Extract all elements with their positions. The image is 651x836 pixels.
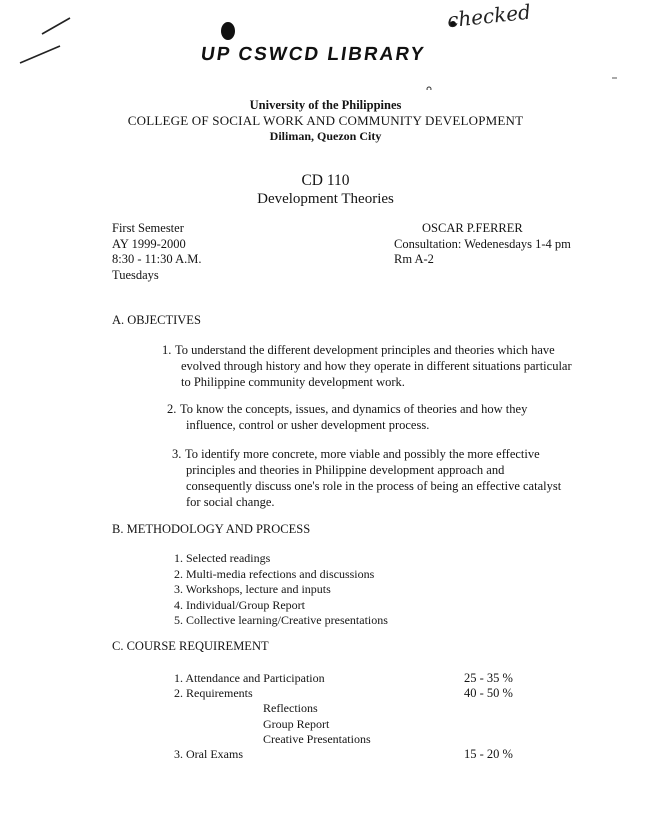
requirement-row [174,686,253,701]
ink-blot [221,22,235,40]
requirement-row [174,671,325,686]
objective-item [172,446,632,510]
requirement-percent: 15 - 20 % [464,747,513,761]
consultation-hours: Consultation: Wedenesdays 1-4 pm [394,236,571,251]
objective-line: To identify more concrete, more viable and possibly the more effective [185,447,540,461]
requirement-row [174,747,243,762]
schedule-block [112,221,201,283]
list-item: 2. Multi-media refections and discussions [174,566,375,581]
objective-line: To understand the different development principles and theories which have [175,343,555,357]
methodology-list [174,551,388,629]
course-code: CD 110 [301,172,350,189]
instructor-name: OSCAR P.FERRER [422,221,523,235]
semester: First Semester [112,221,184,235]
campus-location: Diliman, Quezon City [269,129,382,143]
objective-line: to Philippine community development work. [181,375,405,389]
scan-speck [427,87,431,90]
objective-line: influence, control or usher development process. [186,418,430,432]
objective-number: 1. [162,343,172,357]
requirement-sub-list [263,701,371,748]
requirement-label: 2. Requirements [174,686,253,700]
instructor-block [394,221,571,268]
objectives-heading: A. OBJECTIVES [112,313,201,327]
requirement-percent: 40 - 50 % [464,686,513,700]
methodology-heading: B. METHODOLOGY AND PROCESS [112,522,311,536]
sub-item: Creative Presentations [263,732,371,746]
sub-item: Group Report [263,716,330,731]
university-name: University of the Philippines [249,98,402,112]
objective-number: 2. [167,402,177,416]
library-stamp: UP CSWCD LIBRARY [199,44,427,65]
handwritten-note: checked [445,0,532,33]
sub-item: Reflections [263,701,318,715]
list-item: 1. Selected readings [174,551,271,565]
objective-line: principles and theories in Philippine development approach and [186,463,505,477]
requirement-label: 3. Oral Exams [174,747,243,761]
objective-line: To know the concepts, issues, and dynamics of theories and how they [180,402,528,416]
course-title: Development Theories [257,191,394,207]
class-time: 8:30 - 11:30 A.M. [112,252,202,266]
requirement-label: 1. Attendance and Participation [174,671,325,685]
list-item: 4. Individual/Group Report [174,597,305,612]
pen-stroke [20,46,60,63]
objective-item [162,342,622,390]
list-item: 3. Workshops, lecture and inputs [174,582,331,596]
list-item: 5. Collective learning/Creative presentations [174,613,388,627]
pen-stroke [42,18,70,34]
objective-line: evolved through history and how they operate in different situations particular [181,359,572,373]
college-name: COLLEGE OF SOCIAL WORK AND COMMUNITY DEVELOPMENT [127,113,524,128]
room: Rm A-2 [394,252,434,266]
objective-number: 3. [172,447,182,461]
requirement-percent: 25 - 35 % [464,671,513,685]
academic-year: AY 1999-2000 [112,236,186,251]
requirements-heading: C. COURSE REQUIREMENT [112,639,269,653]
objective-line: consequently discuss one's role in the process of being an effective catalyst [186,479,562,493]
objective-item [167,401,622,433]
class-day: Tuesdays [112,267,159,282]
objective-line: for social change. [186,495,275,509]
